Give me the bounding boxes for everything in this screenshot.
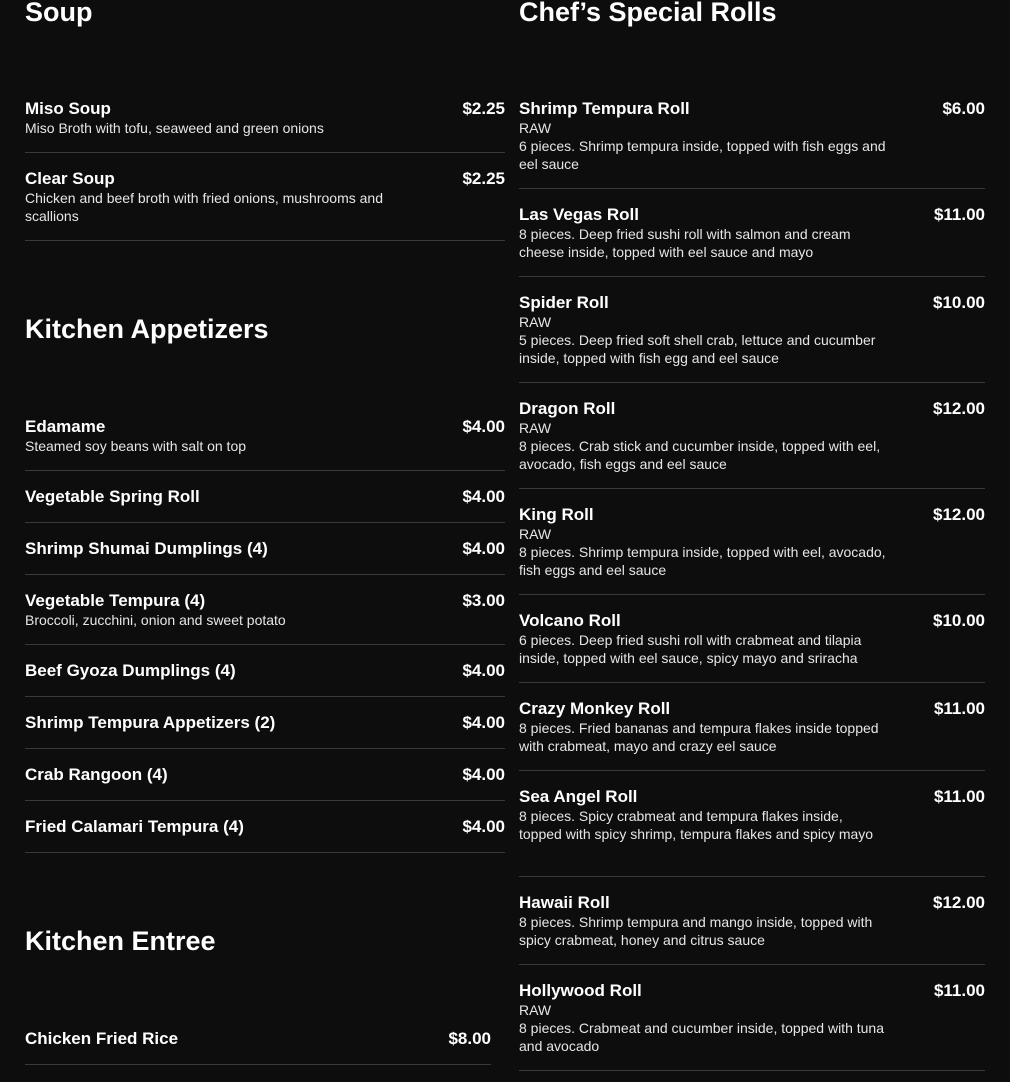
menu-item-shrimp-tempura-roll[interactable] <box>519 99 985 189</box>
item-name: Crab Rangoon (4) <box>25 765 168 784</box>
item-description: 8 pieces. Spicy crabmeat and tempura flakes inside, topped with spicy shrimp, tempura flakes and spicy mayo <box>519 808 874 842</box>
item-name: Hollywood Roll <box>519 981 642 1000</box>
item-description: 8 pieces. Crab stick and cucumber inside, topped with eel, avocado, fish eggs and eel sauce <box>519 438 881 472</box>
menu-item-las-vegas-roll[interactable] <box>519 205 985 277</box>
section-title-soup: Soup <box>25 0 93 27</box>
item-description: 5 pieces. Deep fried soft shell crab, lettuce and cucumber inside, topped with fish egg and eel sauce <box>519 332 876 366</box>
item-name: Fried Calamari Tempura (4) <box>25 817 244 836</box>
item-price: $4.00 <box>462 661 505 680</box>
item-price: $4.00 <box>462 417 505 436</box>
item-name: Vegetable Spring Roll <box>25 487 200 506</box>
item-price: $11.00 <box>933 787 985 806</box>
menu-item-beef-gyoza-dumplings[interactable] <box>25 661 505 697</box>
item-description: 6 pieces. Deep fried sushi roll with crabmeat and tilapia inside, topped with eel sauce, spicy mayo and sriracha <box>519 632 862 666</box>
item-description: Miso Broth with tofu, seaweed and green onions <box>25 120 324 136</box>
item-price: $4.00 <box>462 817 505 836</box>
item-name: Spider Roll <box>519 293 609 312</box>
menu-item-dragon-roll[interactable] <box>519 399 985 489</box>
item-name: Dragon Roll <box>519 399 616 418</box>
item-price: $11.00 <box>933 699 985 718</box>
menu-item-crazy-monkey-roll[interactable] <box>519 699 985 771</box>
item-name: Miso Soup <box>25 99 111 118</box>
raw-tag: RAW <box>519 314 552 330</box>
item-description: Chicken and beef broth with fried onions, mushrooms and scallions <box>25 190 383 224</box>
menu-item-miso-soup[interactable] <box>25 99 505 153</box>
item-price: $12.00 <box>933 893 985 912</box>
menu-item-spider-roll[interactable] <box>519 293 985 383</box>
item-description: Steamed soy beans with salt on top <box>25 438 247 454</box>
raw-tag: RAW <box>519 1002 552 1018</box>
item-description: 8 pieces. Crabmeat and cucumber inside, topped with tuna and avocado <box>519 1020 884 1054</box>
item-price: $2.25 <box>462 99 505 118</box>
item-price: $4.00 <box>462 765 505 784</box>
item-name: Vegetable Tempura (4) <box>25 591 206 610</box>
item-name: Crazy Monkey Roll <box>519 699 671 718</box>
item-name: Shrimp Tempura Appetizers (2) <box>25 713 276 732</box>
item-name: Volcano Roll <box>519 611 621 630</box>
item-description: 8 pieces. Fried bananas and tempura flakes inside topped with crabmeat, mayo and crazy eel sauce <box>519 720 879 754</box>
menu-item-king-roll[interactable] <box>519 505 985 595</box>
menu-item-hollywood-roll[interactable] <box>519 981 985 1071</box>
raw-tag: RAW <box>519 120 552 136</box>
menu-item-crab-rangoon[interactable] <box>25 765 505 801</box>
raw-tag: RAW <box>519 420 552 436</box>
item-name: Shrimp Shumai Dumplings (4) <box>25 539 268 558</box>
item-price: $11.00 <box>933 981 985 1000</box>
item-description: 8 pieces. Shrimp tempura and mango inside, topped with spicy crabmeat, honey and citrus sauce <box>519 914 873 948</box>
item-name: Hawaii Roll <box>519 893 610 912</box>
menu-item-volcano-roll[interactable] <box>519 611 985 683</box>
menu-item-shrimp-shumai-dumplings[interactable] <box>25 539 505 575</box>
item-price: $4.00 <box>462 487 505 506</box>
item-price: $11.00 <box>933 205 985 224</box>
item-price: $4.00 <box>462 539 505 558</box>
item-name: Chicken Fried Rice <box>25 1029 179 1048</box>
item-description: 8 pieces. Shrimp tempura inside, topped with eel, avocado, fish eggs and eel sauce <box>519 544 886 578</box>
raw-tag: RAW <box>519 526 552 542</box>
item-price: $6.00 <box>942 99 985 118</box>
item-name: Sea Angel Roll <box>519 787 638 806</box>
menu-item-edamame[interactable] <box>25 417 505 471</box>
item-name: Las Vegas Roll <box>519 205 639 224</box>
item-price: $10.00 <box>933 611 985 630</box>
item-name: King Roll <box>519 505 594 524</box>
menu-item-sea-angel-roll[interactable] <box>519 787 985 877</box>
menu-item-chicken-fried-rice[interactable] <box>25 1029 491 1065</box>
menu-item-fried-calamari-tempura[interactable] <box>25 817 505 853</box>
item-price: $12.00 <box>933 399 985 418</box>
item-description: Broccoli, zucchini, onion and sweet potato <box>25 612 286 628</box>
section-title-chefs-special-rolls: Chef’s Special Rolls <box>519 0 777 27</box>
item-name: Shrimp Tempura Roll <box>519 99 690 118</box>
menu-item-shrimp-tempura-appetizers[interactable] <box>25 713 505 749</box>
item-price: $2.25 <box>462 169 505 188</box>
section-title-kitchen-appetizers: Kitchen Appetizers <box>25 314 269 344</box>
item-description: 6 pieces. Shrimp tempura inside, topped with fish eggs and eel sauce <box>519 138 886 172</box>
menu-item-hawaii-roll[interactable] <box>519 893 985 965</box>
section-title-kitchen-entree: Kitchen Entree <box>25 926 216 956</box>
menu-item-vegetable-tempura[interactable] <box>25 591 505 645</box>
item-description: 8 pieces. Deep fried sushi roll with salmon and cream cheese inside, topped with eel sauce and mayo <box>519 226 851 260</box>
item-name: Edamame <box>25 417 106 436</box>
menu-item-clear-soup[interactable] <box>25 169 505 241</box>
item-price: $4.00 <box>462 713 505 732</box>
menu-item-vegetable-spring-roll[interactable] <box>25 487 505 523</box>
item-name: Clear Soup <box>25 169 115 188</box>
item-price: $10.00 <box>933 293 985 312</box>
item-price: $8.00 <box>448 1029 491 1048</box>
item-price: $3.00 <box>462 591 505 610</box>
item-price: $12.00 <box>933 505 985 524</box>
item-name: Beef Gyoza Dumplings (4) <box>25 661 236 680</box>
